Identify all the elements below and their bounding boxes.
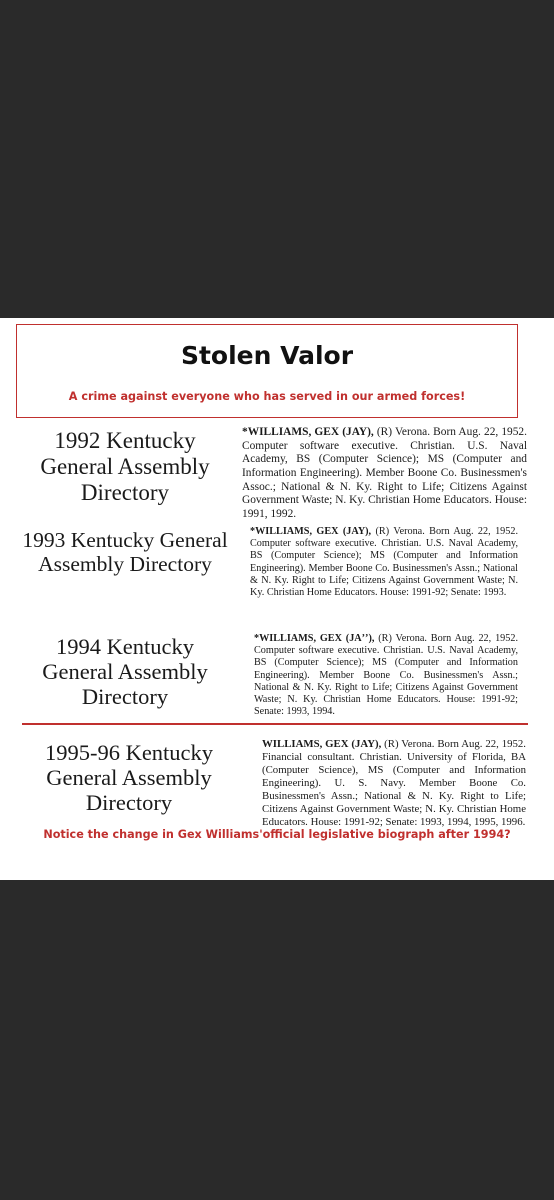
biography-name: *WILLIAMS, GEX (JAY),: [242, 426, 374, 438]
biography-text: [250, 526, 518, 599]
directory-label: 1992 Kentucky General Assembly Directory: [40, 428, 210, 505]
document-image: [0, 318, 554, 880]
directory-label: 1995-96 Kentucky General Assembly Directory: [44, 740, 214, 816]
title-box: [16, 324, 518, 418]
biography-text: [254, 633, 518, 719]
biography-text: [242, 426, 527, 522]
page-subtitle: A crime against everyone who has served in our armed forces!: [68, 390, 466, 403]
directory-label: 1993 Kentucky General Assembly Directory: [22, 528, 228, 577]
biography-body: (R) Verona. Born Aug. 22, 1952. Computer software executive. Christian. U.S. Naval Academy, BS (Computer Science); MS (Computer and Information Engineering). Member Boone Co. Businessmen's Assoc.; National & N. Ky. Right to Life; Citizens Against Government Waste; N. Ky. Christian Home Educators. House: 1991, 1992.: [242, 426, 527, 521]
footer-note: Notice the change in Gex Williams'official legislative biograph after 1994?: [43, 828, 511, 841]
red-divider-line: [22, 723, 528, 725]
biography-text: [262, 738, 526, 829]
biography-body: (R) Verona. Born Aug. 22, 1952. Financial consultant. Christian. University of Florida, BA (Computer Science), MS (Computer and Information Engineering). U. S. Navy. Member Boone Co. Businessmen's Assn.; National & N. Ky. Right to Life; Citizens Against Government Waste; N. Ky. Christian Home Educators. House: 1991-92; Senate: 1993, 1994, 1995, 1996.: [262, 738, 526, 828]
page-title: Stolen Valor: [180, 341, 354, 370]
biography-name: *WILLIAMS, GEX (JAʼʼ),: [254, 633, 375, 644]
biography-name: *WILLIAMS, GEX (JAY),: [250, 526, 372, 537]
biography-name: WILLIAMS, GEX (JAY),: [262, 738, 382, 750]
biography-body: (R) Verona. Born Aug. 22, 1952. Computer software executive. Christian. U.S. Naval Academy, BS (Computer Science); MS (Computer and Information Engineering). Member Boone Co. Businessmen's Assn.; National & N. Ky. Right to Life; Citizens Against Government Waste; N. Ky. Christian Home Educators. House: 1991-92; Senate: 1993.: [250, 526, 518, 599]
directory-label: 1994 Kentucky General Assembly Directory: [42, 634, 208, 710]
biography-body: (R) Verona. Born Aug. 22, 1952. Computer software executive. Christian. U.S. Naval Academy, BS (Computer Science); MS (Computer and Information Engineering). Member Boone Co. Businessmen's Assn.; National & N. Ky. Right to Life; Citizens Against Government Waste; N. Ky. Christian Home Educators. House: 1991-92; Senate: 1993, 1994.: [254, 633, 518, 718]
